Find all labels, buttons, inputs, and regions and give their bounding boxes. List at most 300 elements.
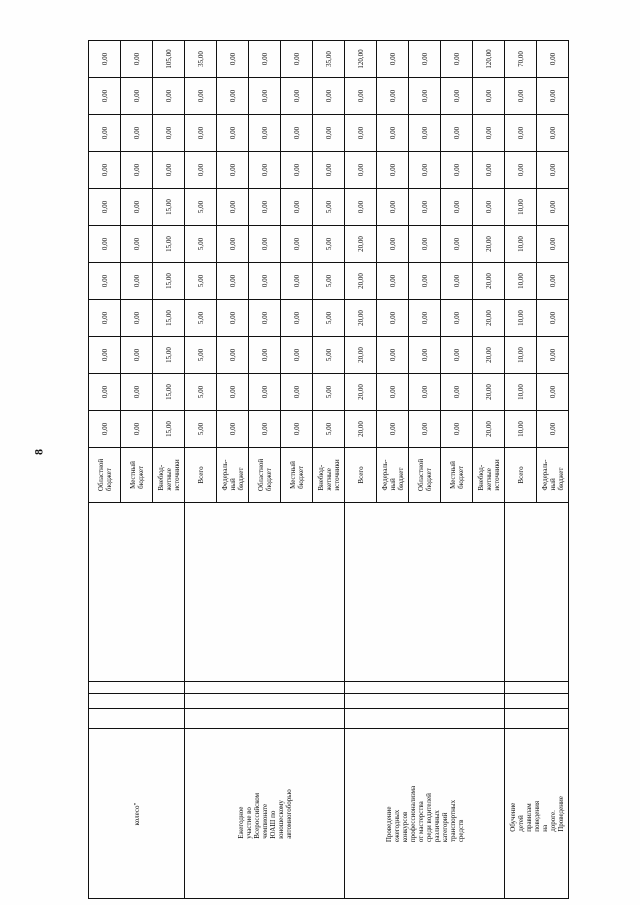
- value-cell-text: 0,00: [452, 274, 461, 288]
- value-cell: [313, 337, 345, 374]
- value-cell: [121, 411, 153, 448]
- value-cell-text: 0,00: [452, 311, 461, 325]
- value-cell: [313, 263, 345, 300]
- value-cell-text: 20,00: [356, 421, 365, 437]
- value-cell-text: 0,00: [292, 237, 301, 251]
- value-cell-text: 0,00: [388, 52, 397, 66]
- value-cell: [217, 300, 249, 337]
- value-cell-text: 0,00: [420, 126, 429, 140]
- value-cell-text: 0,00: [452, 163, 461, 177]
- value-cell-text: 0,00: [228, 311, 237, 325]
- value-cell: [121, 226, 153, 263]
- value-cell-text: 5,00: [324, 311, 333, 325]
- value-cell: [313, 300, 345, 337]
- value-cell-text: 0,00: [420, 348, 429, 362]
- value-cell: [217, 226, 249, 263]
- value-cell-text: 0,00: [132, 385, 141, 399]
- value-cell-text: 0,00: [484, 163, 493, 177]
- value-cell: [505, 300, 537, 337]
- value-cell: [377, 189, 409, 226]
- value-cell-text: 5,00: [196, 274, 205, 288]
- value-cell: [409, 41, 441, 78]
- value-cell-text: 0,00: [420, 274, 429, 288]
- value-cell: [473, 41, 505, 78]
- value-cell: [185, 152, 217, 189]
- value-cell: [409, 300, 441, 337]
- value-cell: [537, 78, 569, 115]
- empty-cell: [185, 709, 345, 729]
- value-cell-text: 0,00: [132, 237, 141, 251]
- value-cell-text: 0,00: [132, 89, 141, 103]
- value-cell: [537, 41, 569, 78]
- value-cell-text: 0,00: [420, 89, 429, 103]
- value-cell-text: 15,00: [164, 273, 173, 289]
- value-cell: [313, 226, 345, 263]
- value-cell: [505, 152, 537, 189]
- funding-source: [537, 448, 569, 503]
- empty-cell: [185, 682, 345, 694]
- value-cell: [441, 337, 473, 374]
- value-cell: [153, 226, 185, 263]
- empty-cell: [89, 682, 185, 694]
- value-cell: [281, 263, 313, 300]
- value-cell-text: 0,00: [260, 126, 269, 140]
- value-cell: [505, 78, 537, 115]
- funding-source-text: Областной бюджет: [416, 458, 433, 492]
- value-cell-text: 0,00: [164, 163, 173, 177]
- value-cell-text: 10,00: [516, 273, 525, 289]
- value-cell: [281, 152, 313, 189]
- funding-source: [153, 448, 185, 503]
- value-cell: [185, 41, 217, 78]
- value-cell: [409, 411, 441, 448]
- value-cell-text: 15,00: [164, 310, 173, 326]
- value-cell-text: 5,00: [196, 348, 205, 362]
- value-cell-text: 0,00: [132, 311, 141, 325]
- value-cell-text: 0,00: [132, 422, 141, 436]
- value-cell: [505, 41, 537, 78]
- value-cell: [89, 411, 121, 448]
- value-cell: [505, 189, 537, 226]
- value-cell-text: 5,00: [196, 237, 205, 251]
- value-cell-text: 0,00: [388, 385, 397, 399]
- value-cell: [249, 78, 281, 115]
- value-cell-text: 0,00: [356, 126, 365, 140]
- value-cell: [441, 41, 473, 78]
- value-cell-text: 0,00: [260, 237, 269, 251]
- value-cell: [409, 78, 441, 115]
- value-cell: [473, 337, 505, 374]
- value-cell-text: 0,00: [388, 200, 397, 214]
- value-cell: [281, 411, 313, 448]
- value-cell-text: 0,00: [132, 126, 141, 140]
- value-cell: [537, 300, 569, 337]
- funding-source-text: Областной бюджет: [256, 458, 273, 492]
- value-cell: [89, 263, 121, 300]
- value-cell: [121, 374, 153, 411]
- value-cell: [505, 374, 537, 411]
- value-cell: [377, 263, 409, 300]
- value-cell: [409, 152, 441, 189]
- value-cell-text: 10,00: [516, 236, 525, 252]
- page-number: 8: [31, 449, 46, 455]
- value-cell: [409, 337, 441, 374]
- event-name: [345, 729, 505, 899]
- value-cell-text: 0,00: [100, 200, 109, 214]
- funding-source-text: Всего: [356, 466, 365, 484]
- value-cell-text: 0,00: [388, 89, 397, 103]
- funding-source-text: Местный бюджет: [448, 461, 465, 489]
- value-cell-text: 0,00: [324, 89, 333, 103]
- value-cell-text: 0,00: [548, 237, 557, 251]
- funding-source: [249, 448, 281, 503]
- value-cell-text: 0,00: [100, 311, 109, 325]
- value-cell-text: 0,00: [164, 126, 173, 140]
- value-cell-text: 20,00: [484, 273, 493, 289]
- empty-cell: [89, 694, 185, 709]
- value-cell-text: 0,00: [420, 163, 429, 177]
- empty-cell: [89, 503, 185, 682]
- value-cell: [185, 337, 217, 374]
- value-cell-text: 20,00: [356, 310, 365, 326]
- value-cell: [377, 41, 409, 78]
- value-cell-text: 0,00: [420, 311, 429, 325]
- funding-source: [281, 448, 313, 503]
- funding-source-text: Местный бюджет: [288, 461, 305, 489]
- value-cell-text: 0,00: [132, 274, 141, 288]
- value-cell: [505, 226, 537, 263]
- value-cell-text: 0,00: [260, 311, 269, 325]
- funding-source: [409, 448, 441, 503]
- value-cell: [409, 189, 441, 226]
- value-cell: [89, 226, 121, 263]
- value-cell-text: 15,00: [164, 421, 173, 437]
- value-cell: [217, 78, 249, 115]
- value-cell: [185, 374, 217, 411]
- value-cell: [345, 411, 377, 448]
- value-cell-text: 0,00: [388, 274, 397, 288]
- funding-source: [121, 448, 153, 503]
- value-cell-text: 20,00: [484, 236, 493, 252]
- value-cell-text: 0,00: [388, 237, 397, 251]
- funding-source: [505, 448, 537, 503]
- empty-cell: [185, 694, 345, 709]
- value-cell-text: 0,00: [132, 163, 141, 177]
- empty-cell: [505, 682, 569, 694]
- value-cell: [121, 78, 153, 115]
- value-cell-text: 20,00: [356, 236, 365, 252]
- value-cell: [217, 374, 249, 411]
- value-cell-text: 120,00: [484, 49, 493, 69]
- value-cell-text: 0,00: [228, 237, 237, 251]
- value-cell-text: 0,00: [260, 89, 269, 103]
- value-cell: [473, 374, 505, 411]
- funding-source-text: Всего: [196, 466, 205, 484]
- value-cell-text: 0,00: [292, 348, 301, 362]
- value-cell: [89, 300, 121, 337]
- value-cell-text: 0,00: [548, 163, 557, 177]
- value-cell: [185, 263, 217, 300]
- value-cell-text: 0,00: [292, 311, 301, 325]
- value-cell-text: 0,00: [100, 422, 109, 436]
- value-cell: [537, 152, 569, 189]
- value-cell: [473, 263, 505, 300]
- value-cell: [185, 411, 217, 448]
- empty-cell: [345, 694, 505, 709]
- value-cell-text: 0,00: [292, 422, 301, 436]
- value-cell: [89, 189, 121, 226]
- value-cell-text: 0,00: [324, 163, 333, 177]
- value-cell-text: 0,00: [420, 422, 429, 436]
- empty-cell: [185, 503, 345, 682]
- value-cell-text: 0,00: [548, 52, 557, 66]
- value-cell: [217, 115, 249, 152]
- value-cell-text: 0,00: [100, 385, 109, 399]
- value-cell: [153, 115, 185, 152]
- value-cell-text: 0,00: [548, 126, 557, 140]
- value-cell-text: 0,00: [452, 237, 461, 251]
- value-cell: [537, 226, 569, 263]
- value-cell-text: 0,00: [292, 385, 301, 399]
- value-cell-text: 0,00: [228, 163, 237, 177]
- funding-source-text: Федераль- ный бюджет: [380, 459, 405, 491]
- value-cell: [537, 115, 569, 152]
- value-cell: [409, 115, 441, 152]
- value-cell-text: 0,00: [356, 163, 365, 177]
- value-cell-text: 5,00: [196, 385, 205, 399]
- value-cell-text: 0,00: [548, 311, 557, 325]
- value-cell: [441, 263, 473, 300]
- value-cell: [249, 411, 281, 448]
- value-cell-text: 120,00: [356, 49, 365, 69]
- value-cell-text: 0,00: [548, 422, 557, 436]
- value-cell: [153, 189, 185, 226]
- event-name: [505, 729, 569, 899]
- value-cell-text: 0,00: [452, 52, 461, 66]
- funding-source: [185, 448, 217, 503]
- value-cell-text: 105,00: [164, 49, 173, 69]
- value-cell-text: 0,00: [228, 200, 237, 214]
- value-cell: [441, 300, 473, 337]
- value-cell: [377, 115, 409, 152]
- funding-source: [217, 448, 249, 503]
- value-cell-text: 0,00: [356, 89, 365, 103]
- value-cell: [345, 152, 377, 189]
- value-cell: [441, 189, 473, 226]
- value-cell: [345, 41, 377, 78]
- value-cell-text: 0,00: [452, 126, 461, 140]
- value-cell-text: 0,00: [100, 89, 109, 103]
- value-cell: [185, 300, 217, 337]
- value-cell: [441, 78, 473, 115]
- value-cell: [473, 115, 505, 152]
- funding-source-text: Всего: [516, 466, 525, 484]
- value-cell-text: 15,00: [164, 236, 173, 252]
- funding-source-text: Внебюд- жетные источники: [156, 459, 181, 491]
- funding-source: [345, 448, 377, 503]
- value-cell: [473, 300, 505, 337]
- value-cell-text: 0,00: [452, 385, 461, 399]
- value-cell-text: 10,00: [516, 384, 525, 400]
- value-cell: [217, 263, 249, 300]
- value-cell-text: 0,00: [388, 348, 397, 362]
- value-cell-text: 15,00: [164, 384, 173, 400]
- value-cell: [505, 263, 537, 300]
- value-cell: [409, 226, 441, 263]
- empty-cell: [345, 682, 505, 694]
- value-cell-text: 20,00: [356, 384, 365, 400]
- value-cell-text: 0,00: [388, 163, 397, 177]
- value-cell-text: 0,00: [548, 89, 557, 103]
- value-cell: [505, 411, 537, 448]
- value-cell-text: 20,00: [356, 347, 365, 363]
- empty-cell: [345, 503, 505, 682]
- value-cell: [313, 374, 345, 411]
- value-cell: [121, 41, 153, 78]
- value-cell-text: 10,00: [516, 310, 525, 326]
- value-cell: [377, 152, 409, 189]
- value-cell: [89, 374, 121, 411]
- value-cell-text: 5,00: [196, 422, 205, 436]
- value-cell: [185, 226, 217, 263]
- value-cell: [121, 337, 153, 374]
- value-cell: [281, 337, 313, 374]
- value-cell: [537, 189, 569, 226]
- value-cell-text: 0,00: [260, 163, 269, 177]
- value-cell-text: 5,00: [324, 274, 333, 288]
- value-cell-text: 0,00: [100, 348, 109, 362]
- value-cell: [441, 115, 473, 152]
- event-name-text: колесо": [132, 802, 141, 825]
- value-cell-text: 0,00: [420, 200, 429, 214]
- value-cell: [121, 152, 153, 189]
- value-cell-text: 0,00: [388, 311, 397, 325]
- value-cell-text: 0,00: [196, 126, 205, 140]
- value-cell: [185, 189, 217, 226]
- value-cell: [441, 152, 473, 189]
- value-cell-text: 0,00: [196, 89, 205, 103]
- value-cell-text: 0,00: [100, 163, 109, 177]
- value-cell: [473, 226, 505, 263]
- value-cell: [281, 300, 313, 337]
- value-cell: [281, 41, 313, 78]
- value-cell: [345, 300, 377, 337]
- funding-source-text: Внебюд- жетные источники: [316, 459, 341, 491]
- value-cell-text: 0,00: [388, 126, 397, 140]
- value-cell: [345, 374, 377, 411]
- value-cell: [473, 411, 505, 448]
- value-cell: [313, 115, 345, 152]
- value-cell-text: 0,00: [100, 126, 109, 140]
- value-cell-text: 15,00: [164, 347, 173, 363]
- funding-source: [441, 448, 473, 503]
- value-cell-text: 0,00: [516, 89, 525, 103]
- value-cell: [217, 152, 249, 189]
- value-cell: [281, 78, 313, 115]
- value-cell: [217, 337, 249, 374]
- funding-source-text: Федераль- ный бюджет: [220, 459, 245, 491]
- value-cell: [473, 78, 505, 115]
- value-cell: [537, 374, 569, 411]
- value-cell: [153, 263, 185, 300]
- value-cell-text: 35,00: [324, 51, 333, 67]
- value-cell-text: 70,00: [516, 51, 525, 67]
- value-cell: [217, 411, 249, 448]
- value-cell: [153, 300, 185, 337]
- value-cell-text: 20,00: [356, 273, 365, 289]
- value-cell-text: 0,00: [452, 422, 461, 436]
- value-cell-text: 20,00: [484, 384, 493, 400]
- empty-cell: [345, 709, 505, 729]
- value-cell-text: 0,00: [292, 52, 301, 66]
- funding-source: [377, 448, 409, 503]
- empty-cell: [89, 709, 185, 729]
- value-cell: [185, 78, 217, 115]
- value-cell: [537, 411, 569, 448]
- value-cell: [89, 41, 121, 78]
- value-cell: [249, 41, 281, 78]
- value-cell-text: 0,00: [100, 274, 109, 288]
- value-cell-text: 0,00: [548, 348, 557, 362]
- value-cell-text: 0,00: [132, 52, 141, 66]
- value-cell-text: 0,00: [260, 348, 269, 362]
- value-cell-text: 0,00: [164, 89, 173, 103]
- value-cell-text: 0,00: [484, 200, 493, 214]
- value-cell-text: 0,00: [516, 163, 525, 177]
- empty-cell: [505, 694, 569, 709]
- value-cell: [377, 226, 409, 263]
- value-cell-text: 0,00: [548, 200, 557, 214]
- value-cell: [249, 300, 281, 337]
- value-cell-text: 0,00: [260, 52, 269, 66]
- value-cell-text: 0,00: [228, 52, 237, 66]
- value-cell-text: 5,00: [324, 200, 333, 214]
- value-cell: [89, 337, 121, 374]
- value-cell: [153, 374, 185, 411]
- value-cell: [249, 152, 281, 189]
- value-cell-text: 0,00: [196, 163, 205, 177]
- value-cell-text: 0,00: [484, 126, 493, 140]
- value-cell: [537, 263, 569, 300]
- value-cell: [153, 337, 185, 374]
- value-cell: [409, 374, 441, 411]
- value-cell-text: 10,00: [516, 199, 525, 215]
- value-cell: [153, 411, 185, 448]
- value-cell-text: 0,00: [132, 348, 141, 362]
- value-cell-text: 0,00: [420, 237, 429, 251]
- event-name-text: Ежегодное участие во Всероссийском чемпионате ЮАШ по юношескому автомногоборью: [236, 788, 293, 839]
- value-cell: [313, 78, 345, 115]
- funding-source: [313, 448, 345, 503]
- value-cell: [505, 115, 537, 152]
- value-cell: [505, 337, 537, 374]
- value-cell-text: 0,00: [356, 200, 365, 214]
- value-cell: [537, 337, 569, 374]
- value-cell: [281, 374, 313, 411]
- value-cell-text: 35,00: [196, 51, 205, 67]
- value-cell: [345, 78, 377, 115]
- empty-cell: [505, 709, 569, 729]
- value-cell: [185, 115, 217, 152]
- value-cell: [89, 152, 121, 189]
- value-cell: [121, 300, 153, 337]
- value-cell-text: 0,00: [228, 422, 237, 436]
- value-cell: [473, 152, 505, 189]
- value-cell-text: 0,00: [452, 348, 461, 362]
- value-cell-text: 0,00: [516, 126, 525, 140]
- value-cell: [153, 78, 185, 115]
- value-cell: [249, 374, 281, 411]
